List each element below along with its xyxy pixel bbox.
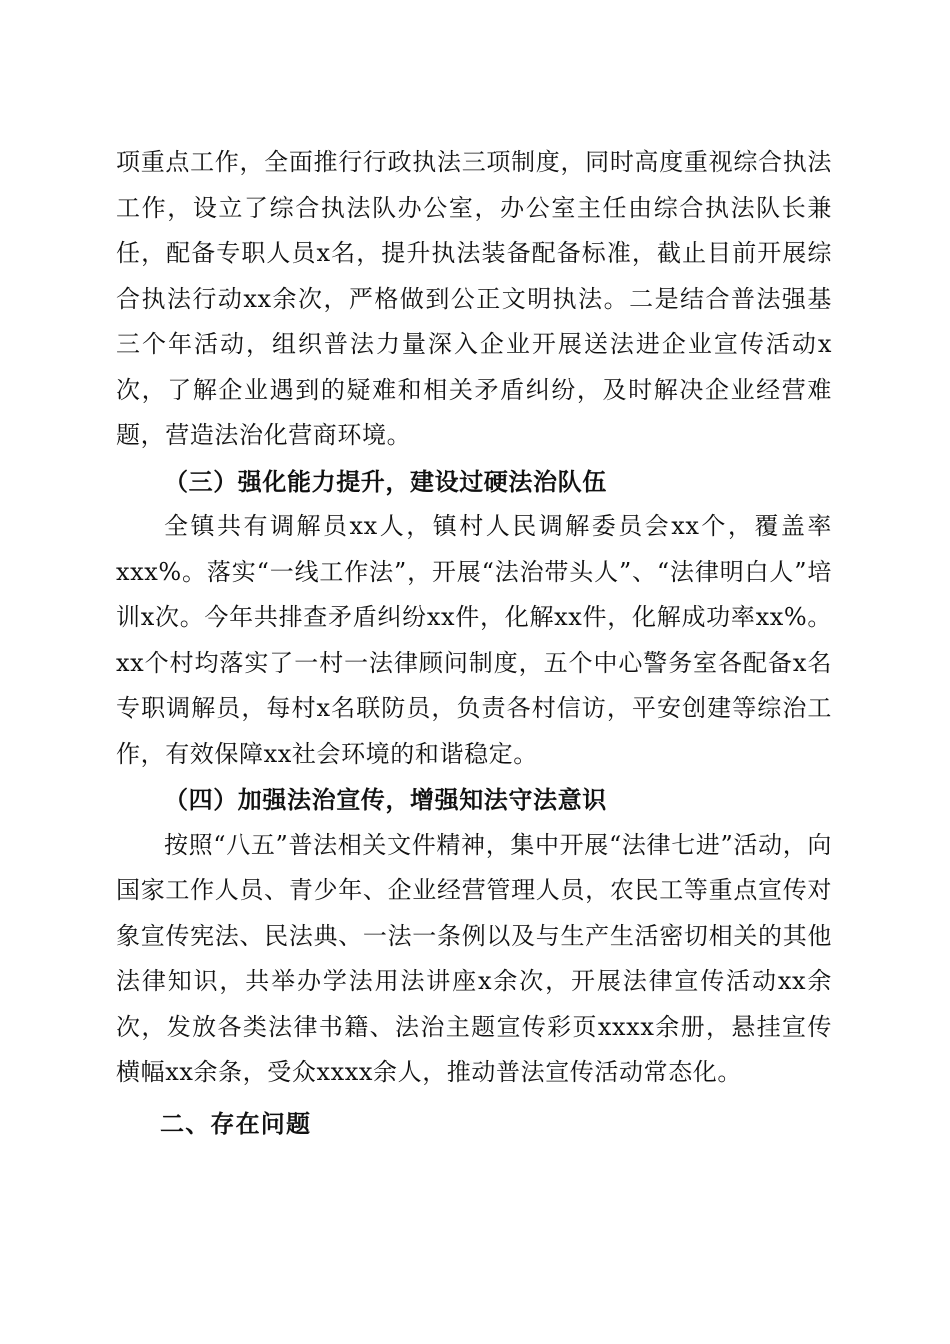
section-heading-problems: 二、存在问题 bbox=[160, 1109, 312, 1138]
document-body bbox=[116, 140, 832, 1147]
paragraph-mediators: 全镇共有调解员xx人，镇村人民调解委员会xx个，覆盖率xxx%。落实“一线工作法”，开展“法治带头人”、“法律明白人”培训x次。今年共排查矛盾纠纷xx件，化解xx件，化解成功率xx%。xx个村均落实了一村一法律顾问制度，五个中心警务室各配备x名专职调解员，每村x名联防员，负责各村信访，平安创建等综治工作，有效保障xx社会环境的和谐稳定。 bbox=[116, 512, 832, 768]
paragraph-legal-publicity: 按照“八五”普法相关文件精神，集中开展“法律七进”活动，向国家工作人员、青少年、企业经营管理人员，农民工等重点宣传对象宣传宪法、民法典、一法一条例以及与生产生活密切相关的其他法律知识，共举办学法用法讲座x余次，开展法律宣传活动xx余次，发放各类法律书籍、法治主题宣传彩页xxxx余册，悬挂宣传横幅xx余条，受众xxxx余人，推动普法宣传活动常态化。 bbox=[116, 830, 832, 1086]
subheading-section-three: （三）强化能力提升，建设过硬法治队伍 bbox=[164, 466, 607, 496]
paragraph-continuation: 项重点工作，全面推行行政执法三项制度，同时高度重视综合执法工作，设立了综合执法队办公室，办公室主任由综合执法队长兼任，配备专职人员x名，提升执法装备配备标准，截止目前开展综合执法行动xx余次，严格做到公正文明执法。二是结合普法强基三个年活动，组织普法力量深入企业开展送法进企业宣传活动x次，了解企业遇到的疑难和相关矛盾纠纷，及时解决企业经营难题，营造法治化营商环境。 bbox=[116, 148, 832, 449]
subheading-section-four: （四）加强法治宣传，增强知法守法意识 bbox=[164, 785, 607, 814]
